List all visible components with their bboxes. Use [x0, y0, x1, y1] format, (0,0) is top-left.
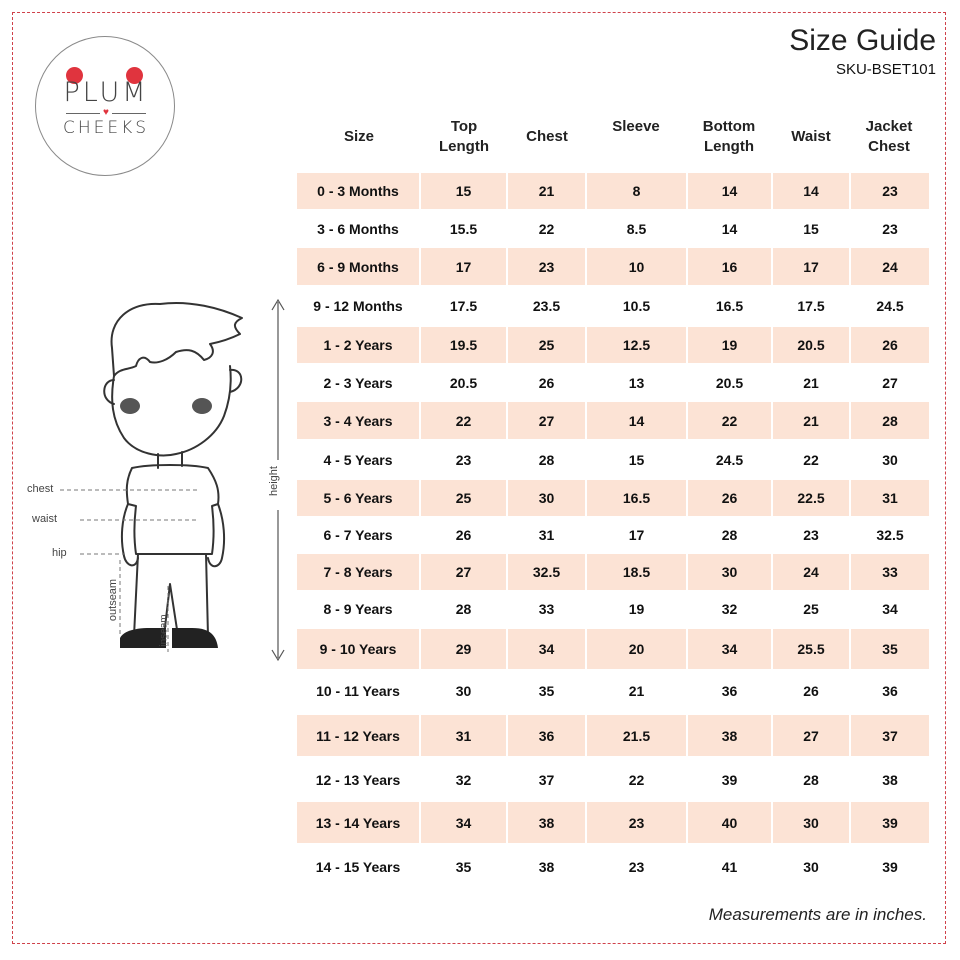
table-row — [297, 591, 929, 627]
measurement-cell: 25 — [508, 327, 585, 363]
measurement-cell: 21 — [508, 173, 585, 209]
table-row — [297, 554, 929, 590]
measurement-cell: 17.5 — [797, 298, 825, 314]
measurement-cell: 15.5 — [449, 221, 478, 237]
measurement-cell: 22 — [628, 771, 645, 788]
measurement-cell: 30 — [455, 683, 472, 699]
size-cell: 13 - 14 Years — [297, 802, 419, 843]
measurement-cell: 34 — [882, 601, 898, 617]
measurement-cell: 10.5 — [622, 298, 651, 314]
measurement-cell: 23 — [587, 802, 686, 843]
measurement-cell: 16.5 — [715, 298, 744, 314]
column-header-bottom-length: Bottom Length — [702, 118, 756, 155]
measurement-cell: 19 — [628, 601, 645, 617]
size-cell: 11 - 12 Years — [297, 715, 419, 756]
measurement-cell: 20 — [587, 629, 686, 669]
measurement-cell: 26 — [538, 374, 555, 391]
measurement-cell: 27 — [421, 554, 506, 590]
measurement-cell: 36 — [508, 715, 585, 756]
measurement-cell: 32 — [721, 601, 738, 617]
table-row — [297, 671, 929, 711]
measurement-cell: 37 — [538, 771, 555, 788]
measurement-cell: 36 — [882, 683, 898, 699]
column-header-waist: Waist — [791, 128, 831, 145]
size-cell: 7 - 8 Years — [297, 554, 419, 590]
table-row — [297, 802, 929, 843]
size-cell: 12 - 13 Years — [315, 771, 401, 788]
label-chest: chest — [27, 483, 54, 495]
logo-text-plum: PLUM — [63, 77, 149, 108]
measurement-cell: 22 — [688, 402, 771, 439]
measurement-cell: 22 — [803, 451, 819, 468]
size-cell: 4 - 5 Years — [323, 451, 393, 468]
measurement-cell: 38 — [508, 802, 585, 843]
measurement-cell: 21 — [628, 683, 645, 699]
table-row — [297, 441, 929, 478]
measurement-cell: 25 — [421, 480, 506, 516]
measurement-cell: 25 — [803, 601, 819, 617]
measurement-cell: 31 — [421, 715, 506, 756]
column-header-size: Size — [343, 128, 374, 145]
measurement-cell: 22.5 — [773, 480, 849, 516]
logo-text-cheeks: CHEEKS — [62, 118, 150, 138]
measurement-cell: 17 — [421, 248, 506, 285]
measurement-cell: 19 — [688, 327, 771, 363]
size-cell: 10 - 11 Years — [316, 683, 400, 699]
measurement-cell: 23.5 — [532, 298, 561, 314]
label-outseam: outseam — [107, 578, 120, 622]
measurement-cell: 23 — [455, 451, 472, 468]
measurement-cell: 30 — [773, 802, 849, 843]
measurement-cell: 24 — [851, 248, 929, 285]
measurement-cell: 21 — [803, 374, 819, 391]
table-row — [297, 402, 929, 439]
measurement-cell: 30 — [803, 858, 819, 875]
measurement-cell: 34 — [688, 629, 771, 669]
measurement-cell: 20.5 — [449, 374, 478, 391]
measurement-cell: 32 — [455, 771, 472, 788]
table-row — [297, 211, 929, 247]
measurement-cell: 10 — [587, 248, 686, 285]
measurement-cell: 24 — [773, 554, 849, 590]
measurement-cell: 15 — [803, 221, 819, 237]
size-cell: 6 - 9 Months — [297, 248, 419, 285]
column-header-top-length: Top Length — [439, 118, 489, 155]
measurement-cell: 31 — [851, 480, 929, 516]
measurement-cell: 33 — [851, 554, 929, 590]
measurement-cell: 26 — [455, 527, 472, 543]
measurement-cell: 17 — [773, 248, 849, 285]
measurement-cell: 29 — [421, 629, 506, 669]
measurement-cell: 17 — [628, 527, 645, 543]
measurement-cell: 14 — [773, 173, 849, 209]
size-cell: 3 - 6 Months — [317, 221, 399, 237]
size-cell: 0 - 3 Months — [297, 173, 419, 209]
measurement-cell: 30 — [508, 480, 585, 516]
measurement-cell: 22 — [421, 402, 506, 439]
measurement-cell: 28 — [851, 402, 929, 439]
brand-logo — [35, 36, 175, 176]
table-row — [297, 327, 929, 363]
measurement-cell: 18.5 — [587, 554, 686, 590]
measurement-cell: 21.5 — [587, 715, 686, 756]
measurement-cell: 24.5 — [715, 451, 744, 468]
measurement-cell: 38 — [688, 715, 771, 756]
measurement-cell: 15 — [421, 173, 506, 209]
measurement-cell: 26 — [851, 327, 929, 363]
measurement-cell: 27 — [773, 715, 849, 756]
label-hip: hip — [52, 547, 67, 559]
measurement-cell: 37 — [851, 715, 929, 756]
measurement-cell: 15 — [628, 451, 645, 468]
measurement-cell: 16 — [688, 248, 771, 285]
measurement-cell: 35 — [538, 683, 555, 699]
measurement-cell: 14 — [688, 173, 771, 209]
measurement-cell: 26 — [803, 683, 819, 699]
measurement-cell: 30 — [688, 554, 771, 590]
table-row — [297, 364, 929, 401]
measurement-cell: 8.5 — [626, 221, 647, 237]
measurement-cell: 30 — [882, 451, 898, 468]
measurement-cell: 40 — [688, 802, 771, 843]
table-row — [297, 715, 929, 756]
measurement-cell: 23 — [803, 527, 819, 543]
column-header-jacket-chest: Jacket Chest — [865, 118, 913, 155]
measurement-cell: 38 — [882, 771, 898, 788]
measurement-cell: 36 — [721, 683, 738, 699]
measurement-cell: 12.5 — [587, 327, 686, 363]
measurement-cell: 39 — [882, 858, 898, 875]
measurement-cell: 35 — [851, 629, 929, 669]
measurement-cell: 33 — [538, 601, 555, 617]
size-cell: 3 - 4 Years — [297, 402, 419, 439]
heart-icon: ♥ — [100, 108, 112, 118]
measurement-cell: 27 — [882, 374, 898, 391]
measurement-note: Measurements are in inches. — [708, 905, 927, 924]
sku-label: SKU-BSET101 — [835, 61, 936, 78]
measurement-cell: 20.5 — [773, 327, 849, 363]
measurement-cell: 32.5 — [876, 527, 904, 543]
measurement-cell: 28 — [538, 451, 555, 468]
measurement-cell: 22 — [538, 221, 555, 237]
measurement-cell: 23 — [628, 858, 645, 875]
column-header-sleeve: Sleeve — [612, 118, 660, 135]
page-title: Size Guide — [789, 24, 936, 57]
measurement-cell: 26 — [688, 480, 771, 516]
table-row — [297, 846, 929, 887]
label-waist: waist — [32, 513, 58, 525]
measurement-cell: 23 — [508, 248, 585, 285]
measurement-cell: 8 — [587, 173, 686, 209]
measurement-cell: 24.5 — [876, 298, 904, 314]
measurement-cell: 32.5 — [508, 554, 585, 590]
size-cell: 5 - 6 Years — [297, 480, 419, 516]
size-cell: 9 - 12 Months — [313, 298, 403, 314]
table-row — [297, 517, 929, 553]
table-row — [297, 759, 929, 800]
table-row — [297, 248, 929, 285]
label-inseam: inseam — [158, 614, 170, 647]
measurement-cell: 21 — [773, 402, 849, 439]
measurement-cell: 38 — [538, 858, 555, 875]
measurement-cell: 28 — [721, 527, 738, 543]
measurement-cell: 19.5 — [421, 327, 506, 363]
table-row — [297, 288, 929, 324]
measurement-cell: 13 — [628, 374, 645, 391]
column-header-chest: Chest — [526, 128, 568, 145]
measurement-cell: 23 — [882, 221, 898, 237]
label-height: height — [267, 466, 280, 496]
table-row — [297, 480, 929, 516]
table-row — [297, 629, 929, 669]
size-cell: 9 - 10 Years — [297, 629, 419, 669]
table-row — [297, 173, 929, 209]
measurement-cell: 28 — [455, 601, 472, 617]
size-cell: 2 - 3 Years — [323, 374, 393, 391]
measurement-cell: 14 — [587, 402, 686, 439]
size-cell: 1 - 2 Years — [297, 327, 419, 363]
measurement-cell: 20.5 — [715, 374, 744, 391]
size-cell: 14 - 15 Years — [315, 858, 401, 875]
measurement-cell: 34 — [508, 629, 585, 669]
size-cell: 6 - 7 Years — [323, 527, 393, 543]
size-cell: 8 - 9 Years — [323, 601, 393, 617]
measurement-cell: 31 — [538, 527, 555, 543]
measurement-figure — [20, 290, 300, 670]
measurement-cell: 39 — [851, 802, 929, 843]
measurement-cell: 34 — [421, 802, 506, 843]
measurement-cell: 23 — [851, 173, 929, 209]
measurement-cell: 35 — [455, 858, 472, 875]
measurement-cell: 39 — [721, 771, 738, 788]
measurement-cell: 14 — [721, 221, 738, 237]
measurement-cell: 17.5 — [449, 298, 478, 314]
measurement-cell: 16.5 — [587, 480, 686, 516]
measurement-cell: 41 — [721, 858, 738, 875]
measurement-cell: 28 — [803, 771, 819, 788]
measurement-cell: 25.5 — [773, 629, 849, 669]
measurement-cell: 27 — [508, 402, 585, 439]
